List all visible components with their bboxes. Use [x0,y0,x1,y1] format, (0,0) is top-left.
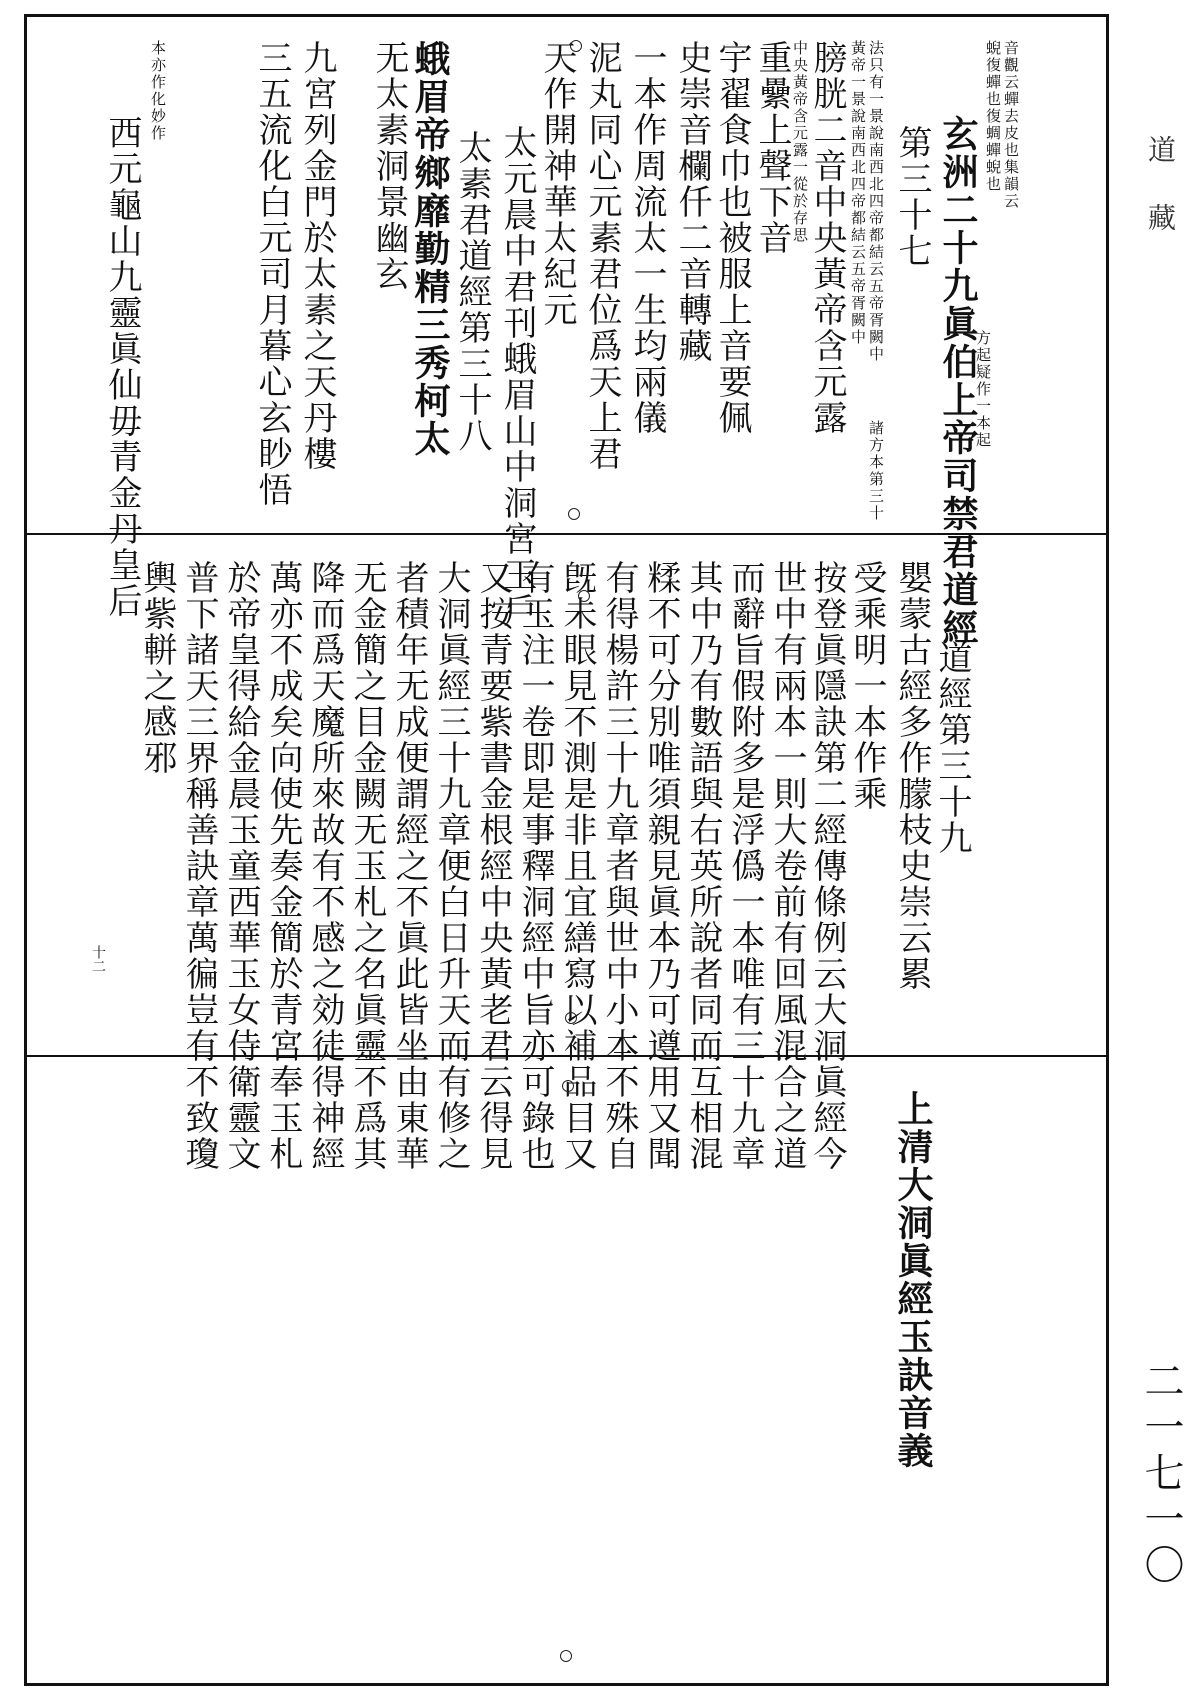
text-column: 有玉注一卷即是事釋洞經中旨亦可錄也 [515,560,555,1172]
text-column: 嬰蒙古經多作朦枝史崇云累 [892,560,932,992]
text-column: 降而爲天魔所來故有不感之効徒得神經 [305,560,345,1172]
text-column: 太元晨中君刊蛾眉山中洞宮玉戶 [497,125,537,629]
text-column: 蛾眉帝鄉靡勤精三秀柯太 [409,40,451,458]
text-column: 有得楊許三十九章者與世中小本不殊自 [599,560,639,1172]
text-column: 按登眞隱訣第二經傳條例云大洞眞經今 [807,560,847,1172]
text-column: 蜺復蟬也復蜩蟬蜺也 [984,40,1002,193]
collection-label: 道藏 [1144,135,1177,271]
text-column: 法只有一景說南西北四帝都結云五帝胥闕中 [867,40,885,363]
text-column: 泥丸同心元素君位爲天上君 [582,40,622,472]
text-column: 糅不可分別唯須親見眞本乃可遵用又聞 [641,560,681,1172]
text-column: 西元龜山九靈眞仙毋青金丹皇后 [102,115,142,619]
text-column: 而辭旨假附多是浮僞一本唯有三十九章 [725,560,765,1172]
circle-mark [570,40,582,52]
text-column: 无太素洞景幽玄 [369,40,409,292]
text-column: 中央黃帝含元露一從於存思 [791,40,809,244]
text-column: 宇翟食巾也被服上音要佩 [712,40,752,436]
text-column: 音觀云蟬去皮也集韻云 [1002,40,1020,210]
folio-mark: 十二 [90,945,106,973]
text-column: 第三十七 [892,125,932,269]
text-column: 太素君道經第三十八 [452,130,492,454]
text-column: 萬亦不成矣向使先奏金簡於青宮奉玉札 [263,560,303,1172]
text-column: 其中乃有數語與右英所說者同而互相混 [683,560,723,1172]
text-column: 一本作周流太一生均兩儀 [627,40,667,436]
circle-mark [578,590,590,602]
text-column: 於帝皇得給金晨玉童西華玉女侍衛靈文 [221,560,261,1172]
text-column: 大洞眞經三十九章便白日升天而有修之 [431,560,471,1172]
page-number: 二一七一〇 [1138,1360,1184,1590]
text-column: 史崇音欄仟二音轉藏 [672,40,712,364]
text-column: 九宮列金門於太素之天丹樓 [297,40,337,472]
text-column: 黃帝一景說南西北四帝都結云五帝胥闕中 [849,40,867,346]
text-column: 諸方本第三十 [867,420,885,522]
text-column: 三五流化白元司月暮心玄眇悟 [252,40,292,508]
text-column: 世中有兩本一則大卷前有回風混合之道 [767,560,807,1172]
text-column: 者積年无成便謂經之不眞此皆坐由東華 [389,560,429,1172]
circle-mark [565,1012,577,1024]
text-column: 天作開神華太紀元 [537,40,577,328]
text-column: 普下諸天三界稱善訣章萬徧豈有不致瓊 [179,560,219,1172]
text-column: 方起疑作一本起 [974,330,992,449]
text-column: 旣未眼見不測是非且宜繕寫以補品目又 [557,560,597,1172]
text-column: 无金簡之目金闕无玉札之名眞靈不爲其 [347,560,387,1172]
text-column: 受乘明一本作乘 [847,560,887,812]
text-column: 膀胱二音中央黃帝含元露 [807,40,847,436]
section-title: 上清大洞眞經玉訣音義 [892,1090,934,1470]
text-column: 重纍上聲下音 [752,40,792,256]
circle-mark [562,1080,574,1092]
text-column: 輿紫軿之感邪 [137,560,177,776]
text-column: 道經第三十九 [932,640,972,856]
text-column: 本亦作化妙作 [149,40,167,142]
circle-mark [560,1650,572,1662]
circle-mark [568,508,580,520]
text-column: 又按青要紫書金根經中央黃老君云得見 [473,560,513,1172]
text-column: 玄洲二十九眞伯上帝司禁君道經 [937,115,979,647]
